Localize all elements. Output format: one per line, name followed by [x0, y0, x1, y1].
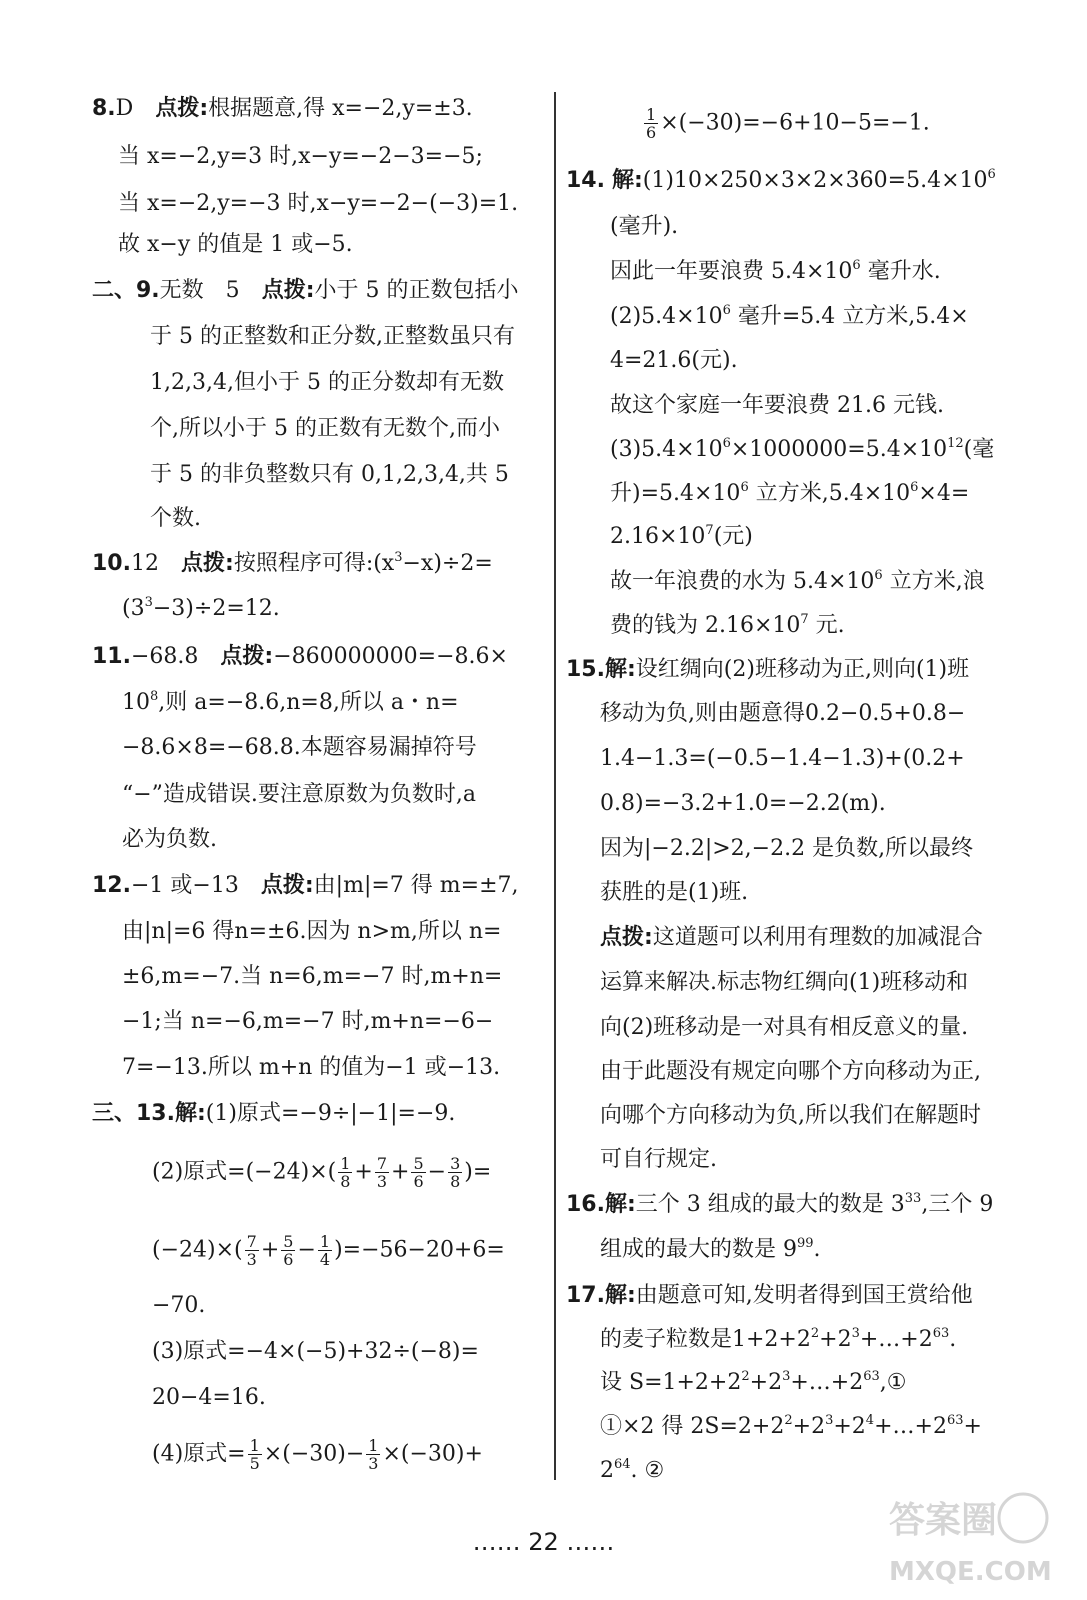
- q15-line1: 15.解:设红绸向(2)班移动为正,则向(1)班: [566, 657, 970, 682]
- q15-line8: 运算来解决.标志物红绸向(1)班移动和: [600, 970, 969, 995]
- q9-line1: 二、9.无数 5 点拨:小于 5 的正数包括小: [92, 278, 519, 303]
- q14-line5: 4=21.6(元).: [610, 348, 738, 373]
- q15-line4: 0.8)=−3.2+1.0=−2.2(m).: [600, 791, 886, 816]
- fraction: $\frac{1}{6}$: [646, 105, 657, 142]
- q13-line6: 20−4=16.: [152, 1385, 266, 1410]
- q13-line7: (4)原式= $\frac{1}{5}$ ×(−30)− $\frac{1}{3}$ ×(−30)+: [152, 1436, 483, 1473]
- q13-line1: 三、13.解:(1)原式=−9÷|−1|=−9.: [92, 1101, 456, 1126]
- q12-line2: 由|n|=6 得n=±6.因为 n>m,所以 n=: [122, 919, 502, 944]
- q10-line2: $(3^3-3)\div 2=12$.: [122, 595, 280, 621]
- column-divider: [554, 92, 556, 1480]
- q9-line5: 于 5 的非负整数只有 0,1,2,3,4,共 5: [150, 462, 509, 487]
- q12-line5: 7=−13.所以 m+n 的值为−1 或−13.: [122, 1055, 501, 1080]
- fraction: $\frac{1}{3}$: [368, 1436, 379, 1473]
- fraction: $\frac{5}{6}$: [413, 1154, 424, 1191]
- q15-line11: 向哪个方向移动为负,所以我们在解题时: [600, 1103, 981, 1128]
- q13-line3: (−24)×( $\frac{7}{3}$ + $\frac{5}{6}$ − $\frac{1}{4}$ )=−56−20+6=: [152, 1232, 505, 1269]
- q14-line6: 故这个家庭一年要浪费 21.6 元钱.: [610, 393, 944, 418]
- fraction: $\frac{7}{3}$: [246, 1232, 257, 1269]
- q10-line1: 10.12 点拨:按照程序可得$:(x^3-x)\div 2=$: [92, 550, 493, 576]
- watermark-text: MXQE.COM: [889, 1557, 1052, 1587]
- q14-line3: 因此一年要浪费 $5.4\times 10^6$ 毫升水.: [610, 258, 941, 284]
- q15-line7: 点拨:这道题可以利用有理数的加减混合: [600, 925, 983, 950]
- fraction: $\frac{5}{6}$: [283, 1232, 294, 1269]
- q8-line2: 当 x=−2,y=3 时,x−y=−2−3=−5;: [118, 144, 483, 169]
- q16-line2: 组成的最大的数是 $9^{99}$.: [600, 1236, 821, 1262]
- fraction: $\frac{1}{4}$: [319, 1232, 331, 1269]
- q17-line2: 的麦子粒数是$1+2+2^2+2^3+\dots+2^{63}$.: [600, 1326, 957, 1352]
- q14-line1: 14. 解$:(1)10\times 250\times 3\times 2\times 360=5.4\times 10^6$: [566, 167, 996, 193]
- q15-line3: 1.4−1.3=(−0.5−1.4−1.3)+(0.2+: [600, 746, 965, 771]
- q17-line4: ①×2 得 $2S=2+2^2+2^3+2^4+\dots+2^{63}+$: [600, 1413, 982, 1439]
- q15-line5: 因为|−2.2|>2,−2.2 是负数,所以最终: [600, 836, 974, 861]
- q17-line1: 17.解:由题意可知,发明者得到国王赏给他: [566, 1283, 973, 1308]
- q12-line3: ±6,m=−7.当 n=6,m=−7 时,m+n=: [122, 964, 503, 989]
- q13-continued: $\frac{1}{6}$ ×(−30)=−6+10−5=−1.: [646, 105, 930, 142]
- q15-line10: 由于此题没有规定向哪个方向移动为正,: [600, 1059, 981, 1084]
- q8-line1: 8.D 点拨:根据题意,得 x=−2,y=±3.: [92, 96, 473, 121]
- page-number: …… 22 ……: [472, 1528, 615, 1556]
- fraction: $\frac{3}{8}$: [450, 1154, 461, 1191]
- q9-line4: 个,所以小于 5 的正数有无数个,而小: [150, 416, 500, 441]
- q13-line5: (3)原式=−4×(−5)+32÷(−8)=: [152, 1339, 479, 1364]
- q11-line1: 11.−68.8 点拨:−860000000=−8.6×: [92, 644, 508, 669]
- q14-line7: $(3)5.4\times 10^6\times 1000000=5.4\times 10^{12}$(毫: [610, 436, 995, 462]
- q17-line3: 设 $S=1+2+2^2+2^3+\dots+2^{63},①$: [600, 1369, 907, 1395]
- q14-line9: $2.16\times 10^7$(元): [610, 523, 753, 549]
- q8-line3: 当 x=−2,y=−3 时,x−y=−2−(−3)=1.: [118, 191, 519, 216]
- q14-line2: (毫升).: [610, 214, 679, 239]
- q15-line6: 获胜的是(1)班.: [600, 880, 749, 905]
- q8-line4: 故 x−y 的值是 1 或−5.: [118, 232, 353, 257]
- q11-line4: “−”造成错误.要注意原数为负数时,a: [122, 782, 477, 807]
- q11-line2: $10^8$,则 a=−8.6,n=8,所以 a・n=: [122, 689, 459, 715]
- q11-line3: −8.6×8=−68.8.本题容易漏掉符号: [122, 735, 477, 760]
- logo-circle-icon: [999, 1494, 1047, 1542]
- q14-line4: $(2)5.4\times 10^6$ 毫升=5.4 立方米,5.4×: [610, 303, 969, 329]
- q14-line8: 升)$=5.4\times 10^6$ 立方米$,5.4\times 10^6\times 4=$: [610, 480, 970, 506]
- q12-line4: −1;当 n=−6,m=−7 时,m+n=−6−: [122, 1009, 494, 1034]
- q17-line5: $2^{64}$. ②: [600, 1457, 665, 1483]
- q9-line6: 个数.: [150, 506, 201, 531]
- fraction: $\frac{1}{8}$: [340, 1154, 351, 1191]
- q13-line2: (2)原式=(−24)×( $\frac{1}{8}$ + $\frac{7}{3}$ + $\frac{5}{6}$ − $\frac{3}{8}$ )=: [152, 1154, 492, 1191]
- q14-line11: 费的钱为 $2.16\times 10^7$ 元.: [610, 612, 845, 638]
- q11-line5: 必为负数.: [122, 827, 217, 852]
- q15-line2: 移动为负,则由题意得0.2−0.5+0.8−: [600, 701, 966, 726]
- fraction: $\frac{7}{3}$: [376, 1154, 388, 1191]
- q16-line1: 16.解:三个 3 组成的最大的数是 $3^{33}$,三个 9: [566, 1191, 994, 1217]
- q13-line4: −70.: [152, 1293, 206, 1318]
- fraction: $\frac{1}{5}$: [249, 1436, 260, 1473]
- q14-line10: 故一年浪费的水为 $5.4\times 10^6$ 立方米,浪: [610, 568, 985, 594]
- q9-line3: 1,2,3,4,但小于 5 的正分数却有无数: [150, 370, 504, 395]
- q9-line2: 于 5 的正整数和正分数,正整数虽只有: [150, 324, 515, 349]
- watermark-logo-label: 答案圈: [889, 1500, 998, 1541]
- q15-line12: 可自行规定.: [600, 1147, 717, 1172]
- q15-line9: 向(2)班移动是一对具有相反意义的量.: [600, 1015, 969, 1040]
- q12-line1: 12.−1 或−13 点拨:由|m|=7 得 m=±7,: [92, 873, 519, 898]
- watermark-logo: [885, 1488, 1053, 1588]
